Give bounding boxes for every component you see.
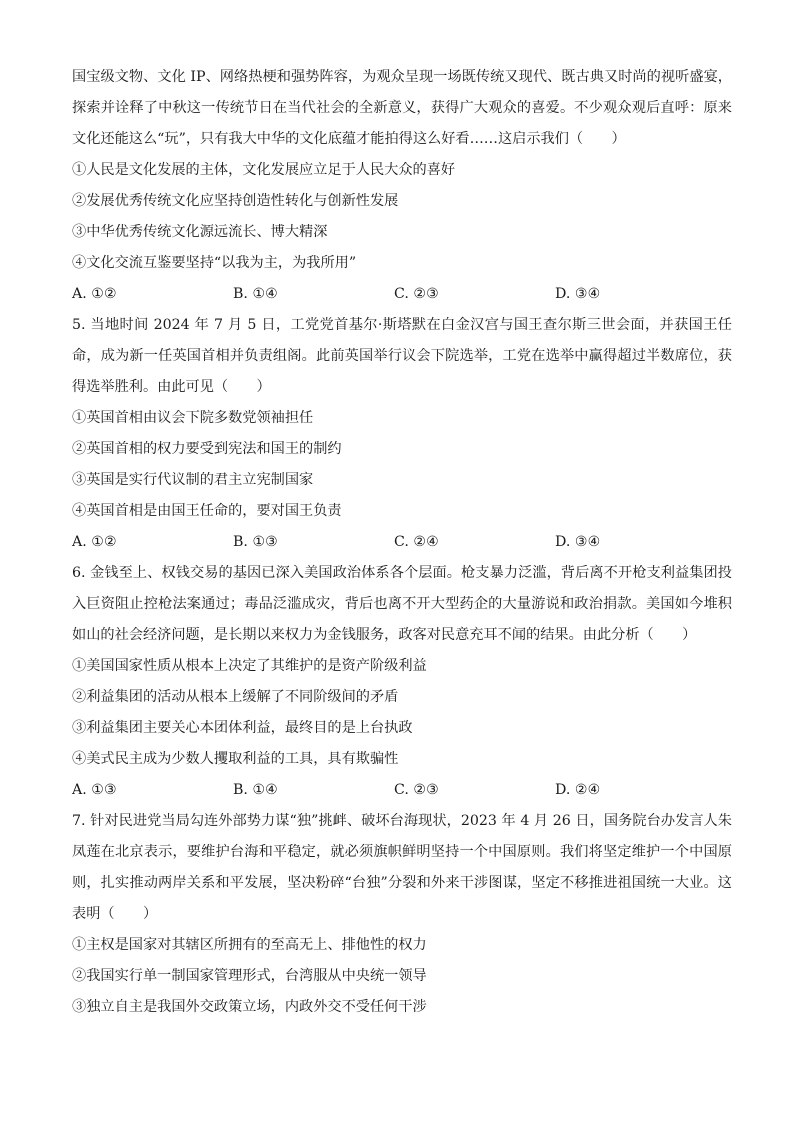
question-7-stem: 7. 针对民进党当局勾连外部势力谋“独”挑衅、破坏台海现状，2023 年 4 月 26 日，国务院台办发言人朱凤莲在北京表示，要维护台海和平稳定，就必须旗帜鲜明坚持一个中国原则。我们将坚定维护一个中国原则，扎实推动两岸关系和平发展，坚决粉碎“台独”分裂和外来干涉图谋，坚定不移推进祖国统一大业。这表明（ ）: [72, 813, 732, 922]
question-7-option-1: ①主权是国家对其辖区所拥有的至高无上、排他性的权力: [72, 937, 427, 953]
choice-c: C. ②③: [394, 782, 439, 798]
choice-c: C. ②④: [394, 534, 439, 550]
choice-d: D. ②④: [555, 782, 601, 798]
question-5-option-4: ④英国首相是由国王任命的，要对国王负责: [72, 503, 342, 519]
question-4-stem: 国宝级文物、文化 IP、网络热梗和强势阵容，为观众呈现一场既传统又现代、既古典又时尚的视听盛宴，探索并诠释了中秋这一传统节日在当代社会的全新意义，获得广大观众的喜爱。不少观众观后直呼：原来文化还能这么“玩”，只有我大中华的文化底蕴才能拍得这么好看……这启示我们（ ）: [72, 69, 732, 147]
question-7-option-2: ②我国实行单一制国家管理形式，台湾服从中央统一领导: [72, 968, 427, 984]
question-5-stem: 5. 当地时间 2024 年 7 月 5 日，工党党首基尔·斯塔默在白金汉宫与国王查尔斯三世会面，并获国王任命，成为新一任英国首相并负责组阁。此前英国举行议会下院选举，工党在选举中赢得超过半数席位，获得选举胜利。由此可见（ ）: [72, 317, 732, 395]
question-5-option-2: ②英国首相的权力要受到宪法和国王的制约: [72, 441, 342, 457]
exam-page: [72, 62, 732, 1023]
choice-d: D. ③④: [555, 286, 601, 302]
question-5-choices: [72, 527, 732, 558]
choice-b: B. ①④: [233, 286, 278, 302]
question-4-option-3: ③中华优秀传统文化源远流长、博大精深: [72, 224, 328, 240]
question-6-choices: [72, 775, 732, 806]
question-4-option-1: ①人民是文化发展的主体，文化发展应立足于人民大众的喜好: [72, 162, 456, 178]
choice-b: B. ①④: [233, 782, 278, 798]
choice-a: A. ①③: [72, 782, 117, 798]
question-5-option-3: ③英国是实行代议制的君主立宪制国家: [72, 472, 314, 488]
choice-b: B. ①③: [233, 534, 278, 550]
question-4-choices: [72, 279, 732, 310]
choice-d: D. ③④: [555, 534, 601, 550]
choice-c: C. ②③: [394, 286, 439, 302]
question-6-stem: 6. 金钱至上、权钱交易的基因已深入美国政治体系各个层面。枪支暴力泛滥，背后离不开枪支利益集团投入巨资阻止控枪法案通过；毒品泛滥成灾，背后也离不开大型药企的大量游说和政治捐款。美国如今堆积如山的社会经济问题，是长期以来权力为金钱服务，政客对民意充耳不闻的结果。由此分析（ ）: [72, 565, 732, 643]
question-7-option-3: ③独立自主是我国外交政策立场，内政外交不受任何干涉: [72, 999, 427, 1015]
question-6-option-1: ①美国国家性质从根本上决定了其维护的是资产阶级利益: [72, 658, 427, 674]
choice-a: A. ①②: [72, 286, 117, 302]
question-6-option-2: ②利益集团的活动从根本上缓解了不同阶级间的矛盾: [72, 689, 399, 705]
question-4-option-2: ②发展优秀传统文化应坚持创造性转化与创新性发展: [72, 193, 399, 209]
question-5-option-1: ①英国首相由议会下院多数党领袖担任: [72, 410, 314, 426]
choice-a: A. ①②: [72, 534, 117, 550]
question-6-option-3: ③利益集团主要关心本团体利益，最终目的是上台执政: [72, 720, 413, 736]
question-4-option-4: ④文化交流互鉴要坚持“以我为主，为我所用”: [72, 255, 357, 271]
question-6-option-4: ④美式民主成为少数人攫取利益的工具，具有欺骗性: [72, 751, 399, 767]
